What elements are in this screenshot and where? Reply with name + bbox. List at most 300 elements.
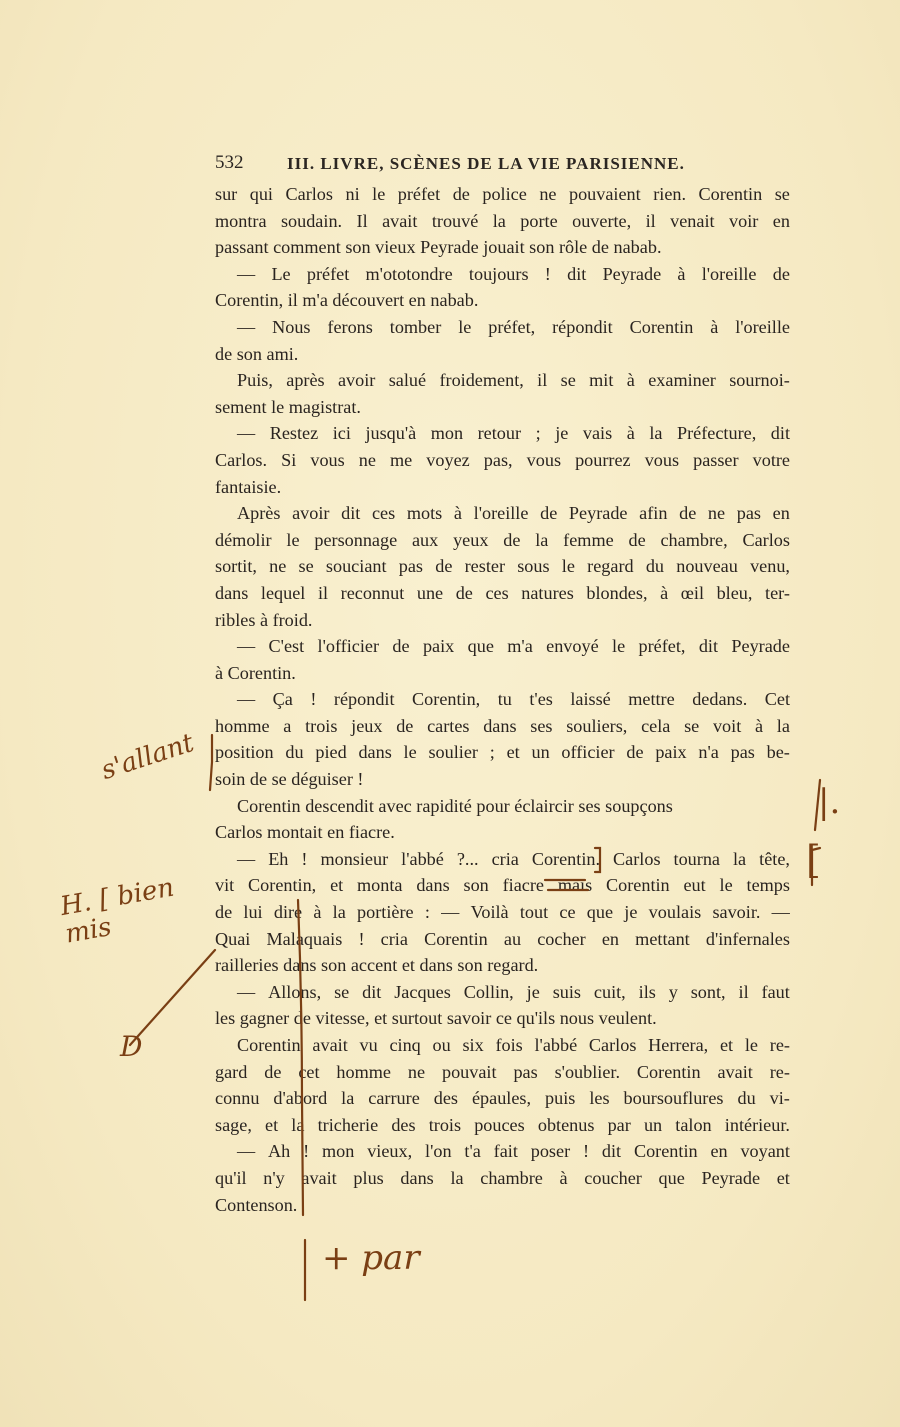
word: Nous bbox=[272, 316, 311, 337]
text-line-content: fantaisie. bbox=[215, 476, 282, 497]
word: portière bbox=[357, 902, 414, 923]
word: puis bbox=[545, 1088, 576, 1109]
word: reconnut bbox=[340, 582, 405, 603]
word: mon bbox=[430, 423, 464, 444]
text-line-content: de son ami. bbox=[215, 343, 299, 364]
word: et bbox=[265, 1114, 279, 1135]
word: vais bbox=[582, 423, 613, 444]
word: il bbox=[645, 210, 656, 231]
word: poser bbox=[530, 1141, 571, 1162]
note-left-bottom: D bbox=[120, 1030, 143, 1063]
word: officier bbox=[561, 742, 615, 763]
margin-bracket-line bbox=[210, 735, 212, 790]
word: homme bbox=[215, 715, 270, 736]
word: Carlos bbox=[742, 529, 790, 550]
word: Il bbox=[356, 210, 368, 231]
word: le bbox=[561, 556, 575, 577]
word: dit bbox=[770, 423, 790, 444]
word: voyez bbox=[426, 449, 470, 470]
word: dire bbox=[273, 902, 303, 923]
text-line-content: Corentin, il m'a découvert en nabab. bbox=[215, 290, 479, 311]
note-right-1: |. bbox=[818, 782, 841, 822]
word: connu bbox=[215, 1088, 260, 1109]
word: voit bbox=[712, 715, 742, 736]
word: je bbox=[555, 423, 569, 444]
word: des bbox=[391, 1114, 416, 1135]
word: en bbox=[710, 1141, 728, 1162]
word: Corentin. bbox=[531, 848, 601, 869]
word: voir bbox=[729, 210, 759, 231]
word: homme bbox=[336, 1061, 391, 1082]
word: ou bbox=[432, 1035, 451, 1055]
word: envoyé bbox=[546, 636, 599, 657]
word: de bbox=[392, 636, 410, 657]
word: ne bbox=[707, 503, 726, 524]
word: tricherie bbox=[317, 1114, 379, 1135]
word: en bbox=[772, 503, 790, 524]
word: avait bbox=[312, 1035, 348, 1055]
word: ni bbox=[345, 184, 360, 204]
word: pas bbox=[730, 742, 755, 763]
word: je bbox=[624, 902, 638, 923]
word: son bbox=[463, 875, 489, 896]
word: vu bbox=[359, 1035, 378, 1055]
word: dans bbox=[416, 875, 450, 896]
word: monsieur bbox=[320, 848, 389, 869]
word: tu bbox=[497, 689, 512, 710]
word: vous bbox=[526, 449, 562, 470]
word: soudain. bbox=[280, 210, 343, 231]
word: blondes, bbox=[586, 582, 648, 603]
word: à bbox=[660, 582, 669, 603]
word: préfet, bbox=[488, 316, 536, 337]
word: suis bbox=[552, 981, 581, 1002]
word: cuit, bbox=[593, 981, 626, 1002]
word: pas bbox=[513, 1061, 538, 1082]
word: pas, bbox=[483, 449, 513, 470]
word: l'abbé bbox=[401, 848, 444, 869]
strike-mark bbox=[545, 880, 588, 890]
word: il bbox=[317, 582, 329, 603]
word: tête, bbox=[759, 848, 790, 869]
word: mit bbox=[589, 370, 614, 391]
word: — bbox=[237, 423, 256, 444]
text-line-content: les gagner de vitesse, et surtout savoir ce qu'ils nous veulent. bbox=[215, 1008, 657, 1029]
word: Corentin bbox=[636, 1061, 701, 1082]
word: d'infernales bbox=[705, 928, 790, 949]
word: Si bbox=[281, 449, 297, 470]
word: Herrera, bbox=[648, 1035, 709, 1055]
word: Peyrade bbox=[701, 1167, 761, 1188]
word: dans bbox=[215, 582, 249, 603]
word: de bbox=[772, 263, 790, 284]
word: intérieur. bbox=[724, 1114, 790, 1135]
word: ferons bbox=[327, 316, 373, 337]
word: fiacre bbox=[502, 875, 544, 896]
word: Carlos bbox=[285, 184, 333, 204]
word: de bbox=[626, 742, 644, 763]
text-line-content: ribles à froid. bbox=[215, 609, 313, 630]
word: tourna bbox=[673, 848, 720, 869]
word: cartes bbox=[427, 715, 470, 736]
word: pourrez bbox=[575, 449, 631, 470]
word: trouvé bbox=[431, 210, 479, 231]
word: me bbox=[390, 449, 413, 470]
text-line-content: sement le magistrat. bbox=[215, 396, 361, 417]
word: à bbox=[677, 263, 686, 284]
note-left-mid: H. [ bien mis bbox=[58, 872, 177, 950]
word: à bbox=[559, 1167, 568, 1188]
word: sur bbox=[215, 184, 238, 204]
word: la bbox=[291, 1114, 305, 1135]
word: à bbox=[626, 423, 635, 444]
word: le bbox=[286, 529, 300, 550]
word: le bbox=[719, 875, 733, 896]
word: venait bbox=[670, 210, 715, 231]
word: de bbox=[264, 1061, 282, 1082]
word: ces bbox=[485, 582, 509, 603]
word: — bbox=[237, 1141, 256, 1162]
word: voulais bbox=[648, 902, 702, 923]
word: le bbox=[744, 1035, 759, 1055]
word: regard bbox=[587, 556, 634, 577]
word: la bbox=[492, 210, 506, 231]
word: en bbox=[772, 210, 790, 231]
word: be- bbox=[766, 742, 790, 763]
word: jeux bbox=[351, 715, 383, 736]
word: un bbox=[643, 1114, 663, 1135]
word: mettant bbox=[635, 928, 690, 949]
word: Peyrade bbox=[602, 263, 662, 284]
word: l'on bbox=[425, 1141, 452, 1162]
word: Peyrade bbox=[568, 503, 628, 524]
word: de bbox=[396, 715, 414, 736]
word: vous bbox=[644, 449, 680, 470]
word: se bbox=[774, 184, 790, 204]
word: la bbox=[649, 423, 663, 444]
word: dans bbox=[483, 715, 517, 736]
text-line-content: passant comment son vieux Peyrade jouait son rôle de nabab. bbox=[215, 237, 662, 258]
word: examiner bbox=[648, 370, 716, 391]
word: cet bbox=[298, 1061, 320, 1082]
word: ! bbox=[582, 1141, 590, 1162]
word: ; bbox=[535, 423, 541, 444]
word: — bbox=[237, 636, 256, 657]
word: l'oreille bbox=[735, 316, 790, 337]
word: la bbox=[332, 902, 346, 923]
word: à bbox=[313, 902, 322, 923]
word: Restez bbox=[269, 423, 319, 444]
word: au bbox=[503, 928, 522, 949]
word: paix bbox=[655, 742, 687, 763]
word: le bbox=[372, 184, 386, 204]
word: œil bbox=[680, 582, 704, 603]
word: savoir. bbox=[712, 902, 761, 923]
word: Quai bbox=[215, 928, 251, 949]
word: ne bbox=[358, 449, 376, 470]
word: de bbox=[503, 529, 521, 550]
word: Ah bbox=[268, 1141, 291, 1162]
word: a bbox=[283, 715, 292, 736]
word: vous bbox=[310, 449, 345, 470]
word: l'abbé bbox=[534, 1035, 578, 1055]
word: gard bbox=[215, 1061, 248, 1082]
word: il bbox=[537, 370, 548, 391]
word: de bbox=[455, 582, 473, 603]
word: et bbox=[506, 742, 520, 763]
word: cinq bbox=[389, 1035, 421, 1055]
word: de bbox=[628, 529, 646, 550]
word: avoir bbox=[292, 503, 330, 524]
word: ouverte, bbox=[572, 210, 632, 231]
word: rien. bbox=[653, 184, 687, 204]
word: ! bbox=[301, 848, 308, 869]
word: pouvaient bbox=[568, 184, 641, 204]
word: et bbox=[330, 875, 344, 896]
word: mots bbox=[406, 503, 443, 524]
word: : bbox=[424, 902, 430, 923]
word: Après bbox=[237, 503, 281, 524]
word: eut bbox=[683, 875, 706, 896]
word: s'oublier. bbox=[554, 1061, 621, 1082]
word: vit bbox=[215, 875, 235, 896]
word: ?... bbox=[456, 848, 479, 869]
word: — bbox=[237, 316, 256, 337]
note-left-top: s'allant bbox=[97, 728, 198, 786]
word: Corentin, bbox=[248, 875, 317, 896]
word: ! bbox=[544, 263, 551, 284]
word: ce bbox=[559, 902, 576, 923]
word: ; bbox=[489, 742, 495, 763]
word: les bbox=[589, 1088, 610, 1109]
word: dans bbox=[358, 742, 392, 763]
word: d'abord bbox=[273, 1088, 328, 1109]
word: du bbox=[645, 556, 665, 577]
word: ses bbox=[530, 715, 553, 736]
word: Carlos bbox=[588, 1035, 637, 1055]
word: votre bbox=[752, 449, 790, 470]
word: position bbox=[215, 742, 274, 763]
word: dit bbox=[698, 636, 719, 657]
word: dit bbox=[341, 503, 361, 524]
word: pas bbox=[736, 503, 761, 524]
word: avait bbox=[717, 1061, 753, 1082]
word: — bbox=[237, 263, 256, 284]
word: talon bbox=[675, 1114, 712, 1135]
word: la bbox=[341, 1088, 355, 1109]
word: pouces bbox=[474, 1114, 525, 1135]
word: sage, bbox=[215, 1114, 252, 1135]
word: lequel bbox=[260, 582, 306, 603]
long-vertical-line bbox=[298, 900, 303, 1215]
word: ! bbox=[310, 689, 317, 710]
text-line-content: Corentin descendit avec rapidité pour éclaircir ses soupçons bbox=[237, 795, 673, 816]
word: souliers, bbox=[566, 715, 628, 736]
word: des bbox=[433, 1088, 458, 1109]
word: Carlos. bbox=[215, 449, 268, 470]
word: plus bbox=[353, 1167, 384, 1188]
word: coucher bbox=[584, 1167, 642, 1188]
word: souciant bbox=[325, 556, 387, 577]
word: dit bbox=[601, 1141, 622, 1162]
word: ! bbox=[358, 928, 365, 949]
word: de bbox=[435, 556, 453, 577]
word: monta bbox=[357, 875, 403, 896]
text-line-content: soin de se déguiser ! bbox=[215, 769, 364, 790]
word: — bbox=[771, 902, 790, 923]
word: sous bbox=[517, 556, 550, 577]
text-line-content: Carlos montait en fiacre. bbox=[215, 822, 395, 843]
word: que bbox=[467, 636, 494, 657]
word: avoir bbox=[337, 370, 376, 391]
word: ici bbox=[332, 423, 351, 444]
word: et bbox=[776, 1167, 790, 1188]
note-right-2: [ bbox=[806, 838, 821, 882]
word: voyant bbox=[740, 1141, 790, 1162]
word: y bbox=[668, 981, 678, 1002]
word: ne bbox=[407, 1061, 426, 1082]
word: Corentin bbox=[606, 875, 670, 896]
word: le bbox=[458, 316, 472, 337]
word: passer bbox=[693, 449, 739, 470]
word: préfet bbox=[306, 263, 350, 284]
word: dit bbox=[567, 263, 587, 284]
word: vieux, bbox=[367, 1141, 413, 1162]
word: venu, bbox=[750, 556, 790, 577]
word: chambre, bbox=[660, 529, 728, 550]
text-line-content: Contenson. bbox=[215, 1194, 298, 1215]
word: six bbox=[462, 1035, 484, 1055]
word: nouveau bbox=[676, 556, 738, 577]
word: se bbox=[298, 556, 314, 577]
word: sournoi- bbox=[729, 370, 790, 391]
word: la bbox=[776, 715, 790, 736]
word: en bbox=[601, 928, 620, 949]
word: démolir bbox=[215, 529, 272, 550]
word: de bbox=[679, 503, 697, 524]
word: Collin, bbox=[463, 981, 514, 1002]
word: un bbox=[531, 742, 550, 763]
word: police bbox=[482, 184, 527, 204]
word: mais bbox=[557, 875, 593, 896]
word: n'y bbox=[263, 1167, 285, 1188]
word: qui bbox=[249, 184, 273, 204]
word: trois bbox=[305, 715, 338, 736]
word: trois bbox=[428, 1114, 462, 1135]
word: t'a bbox=[464, 1141, 481, 1162]
word: avait bbox=[301, 1167, 337, 1188]
word: m'a bbox=[507, 636, 533, 657]
word: à bbox=[754, 715, 764, 736]
word: Peyrade bbox=[731, 636, 790, 657]
word: à bbox=[710, 316, 719, 337]
word: l'officier bbox=[317, 636, 380, 657]
word: ter- bbox=[765, 582, 790, 603]
word: Corentin bbox=[629, 316, 694, 337]
word: lui bbox=[243, 902, 263, 923]
word: retour bbox=[477, 423, 522, 444]
word: toujours bbox=[468, 263, 529, 284]
word: paix bbox=[422, 636, 455, 657]
word: fois bbox=[495, 1035, 523, 1055]
word: Corentin bbox=[698, 184, 763, 204]
word: dans bbox=[400, 1167, 434, 1188]
word: ne bbox=[539, 184, 557, 204]
word: cria bbox=[491, 848, 519, 869]
word: du bbox=[285, 742, 304, 763]
word: Préfecture, bbox=[676, 423, 757, 444]
word: froidement, bbox=[439, 370, 524, 391]
word: qu'il bbox=[215, 1167, 247, 1188]
word: Le bbox=[271, 263, 291, 284]
word: Corentin bbox=[633, 1141, 698, 1162]
word: répondit bbox=[552, 316, 613, 337]
word: de bbox=[215, 902, 233, 923]
word: Corentin bbox=[424, 928, 488, 949]
word: aux bbox=[411, 529, 439, 550]
word: préfet bbox=[397, 184, 441, 204]
word: t'es bbox=[529, 689, 553, 710]
word: re- bbox=[769, 1061, 790, 1082]
word: avait bbox=[382, 210, 418, 231]
word: se bbox=[560, 370, 576, 391]
word: faut bbox=[761, 981, 790, 1002]
word: de bbox=[452, 184, 470, 204]
word: re- bbox=[769, 1035, 790, 1055]
word: Eh bbox=[268, 848, 289, 869]
word: ils bbox=[638, 981, 656, 1002]
word: je bbox=[526, 981, 540, 1002]
word: l'oreille bbox=[473, 503, 529, 524]
word: de bbox=[540, 503, 558, 524]
text-line-content: à Corentin. bbox=[215, 662, 296, 683]
word: sortit, bbox=[215, 556, 257, 577]
word: sont, bbox=[690, 981, 726, 1002]
word: mon bbox=[322, 1141, 355, 1162]
word: Cet bbox=[764, 689, 790, 710]
word: Puis, bbox=[237, 370, 273, 391]
word: par bbox=[607, 1114, 631, 1135]
word: la bbox=[733, 848, 747, 869]
word: — bbox=[237, 848, 256, 869]
word: tomber bbox=[389, 316, 442, 337]
word: jusqu'à bbox=[365, 423, 417, 444]
word: — bbox=[237, 689, 256, 710]
word: pouvait bbox=[441, 1061, 497, 1082]
word: du bbox=[737, 1088, 756, 1109]
word: épaules, bbox=[471, 1088, 532, 1109]
word: la bbox=[450, 1167, 464, 1188]
word: à bbox=[626, 370, 635, 391]
word: le bbox=[403, 742, 417, 763]
word: natures bbox=[521, 582, 574, 603]
word: pas bbox=[398, 556, 424, 577]
word: vi- bbox=[769, 1088, 790, 1109]
word: montra bbox=[215, 210, 267, 231]
word: bleu, bbox=[716, 582, 753, 603]
word: dit bbox=[362, 981, 382, 1002]
word: personnage bbox=[314, 529, 398, 550]
word: salué bbox=[388, 370, 427, 391]
note-bottom: + par bbox=[322, 1238, 420, 1278]
word: la bbox=[535, 529, 549, 550]
word: mettre bbox=[628, 689, 675, 710]
word: afin bbox=[639, 503, 668, 524]
word: préfet, bbox=[638, 636, 686, 657]
word: yeux bbox=[453, 529, 489, 550]
word: ne bbox=[269, 556, 287, 577]
word: laissé bbox=[570, 689, 611, 710]
